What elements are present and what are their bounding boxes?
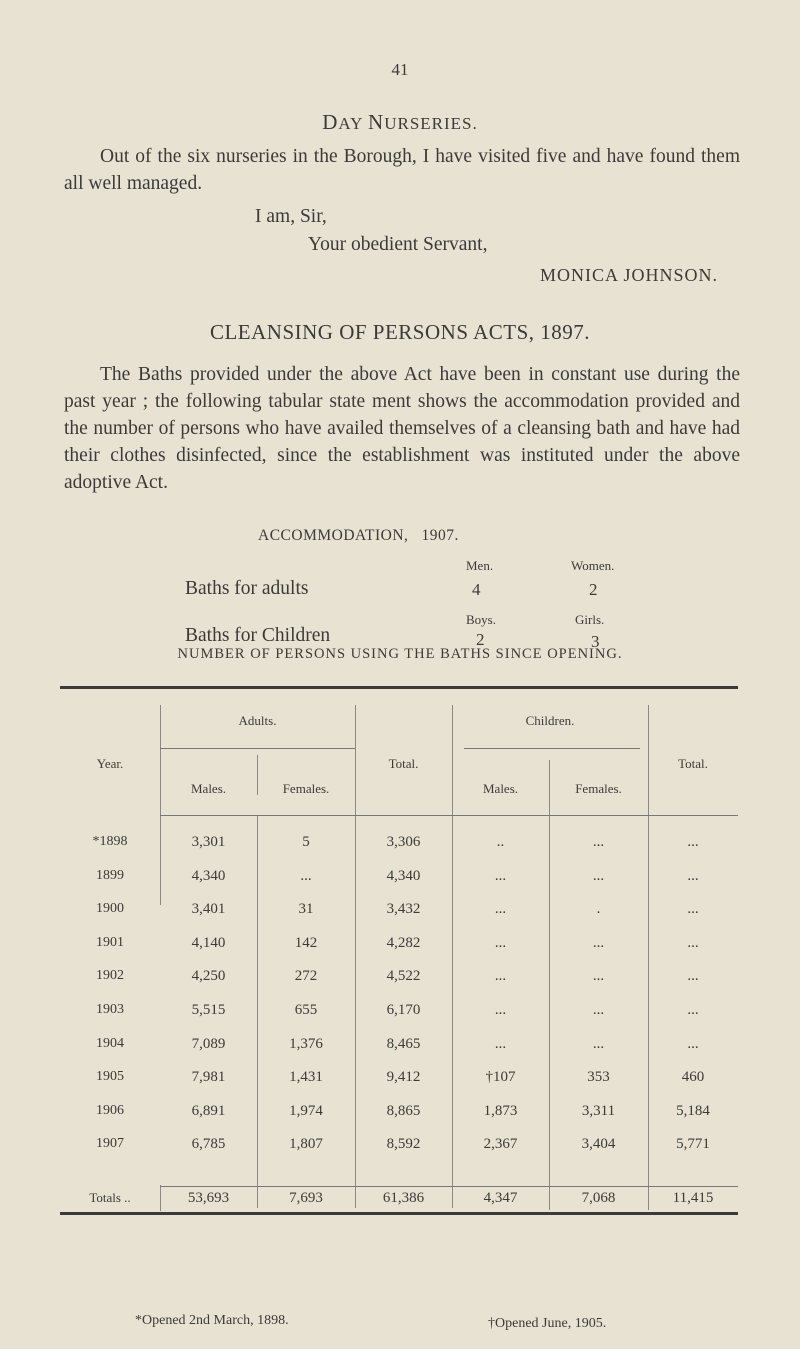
col-child-total-header: Total. [678,756,708,771]
cell-child-total: 460 [681,1069,705,1085]
cell-child-total: ... [687,834,699,850]
cell-child-males: ... [494,1002,507,1018]
col-adult-females-header: Females. [282,781,330,796]
cell-adult-males: 3,301 [191,834,226,850]
col-child-females-header: Females. [575,781,622,796]
cell-adult-total: 4,282 [386,935,421,951]
table-top-rule [60,686,738,689]
header-bottom-rule [160,815,738,816]
women-header: Women. [571,558,615,573]
boys-header: Boys. [466,612,496,627]
closing-servant: Your obedient Servant, [308,234,488,255]
baths-adults-label: Baths for adults [185,578,309,599]
cell-child-total: ... [687,901,699,917]
cell-year: 1904 [96,1036,124,1051]
cell-adult-total: 4,340 [386,868,421,884]
cell-year: 1903 [96,1002,124,1017]
cell-adult-females: 142 [294,935,318,951]
total-adults: 61,386 [382,1190,425,1206]
baths-women-value: 2 [589,580,598,599]
total-adult-males: 53,693 [187,1190,230,1206]
cell-adult-total: 8,865 [386,1103,421,1119]
act-title: CLEANSING OF PERSONS ACTS, 1897. [209,320,591,344]
cell-year: *1898 [92,834,128,849]
cell-adult-total: 6,170 [386,1002,421,1018]
total-children: 11,415 [672,1190,714,1206]
cell-year: 1900 [96,901,124,916]
col-adult-total-header: Total. [388,756,419,771]
totals-rule [160,1186,738,1187]
adults-header-rule [160,748,355,749]
cell-child-total: 5,771 [676,1136,710,1152]
cell-child-males: ... [494,868,507,884]
cell-child-males: 2,367 [483,1136,518,1152]
cell-child-males: ... [494,935,507,951]
cell-year: 1907 [96,1136,124,1151]
cell-adult-total: 3,306 [386,834,421,850]
cell-adult-males: 6,891 [191,1103,226,1119]
table-bottom-rule [60,1212,738,1215]
table-divider [355,705,356,1208]
cell-child-males: ... [494,901,507,917]
cell-child-females: 353 [587,1069,610,1085]
cell-child-females: ... [592,1002,605,1018]
cell-child-females: 3,404 [581,1136,616,1152]
cell-adult-females: ... [300,868,312,884]
col-adults-header: Adults. [238,713,277,728]
cell-adult-females: 1,807 [289,1136,323,1152]
cell-child-total: ... [687,868,699,884]
col-adult-males-header: Males. [190,781,227,796]
cell-adult-males: 7,089 [191,1036,226,1052]
cell-adult-females: 272 [294,968,318,984]
cell-adult-males: 7,981 [191,1069,226,1085]
footnote-opened-1905: †Opened June, 1905. [488,1316,607,1331]
cell-year: 1902 [96,968,124,983]
cell-adult-males: 6,785 [191,1136,226,1152]
cell-adult-males: 5,515 [191,1002,226,1018]
cell-child-males: .. [496,834,505,850]
cell-adult-total: 9,412 [386,1069,421,1085]
cell-adult-total: 8,592 [386,1136,421,1152]
cell-child-males: ... [494,968,507,984]
total-adult-females: 7,693 [289,1190,323,1206]
cell-child-total: ... [687,968,699,984]
cell-child-females: . [596,901,601,917]
accommodation-title: ACCOMMODATION, 1907. [258,527,459,544]
cell-adult-males: 4,140 [191,935,226,951]
baths-men-value: 4 [472,580,481,599]
table-title: NUMBER OF PERSONS USING THE BATHS SINCE OPENING. [177,646,623,662]
cell-child-females: ... [592,935,605,951]
baths-children-label: Baths for Children [185,625,331,646]
totals-label: Totals .. [89,1190,131,1205]
cell-child-males: ... [494,1036,507,1052]
cell-adult-males: 4,340 [191,868,226,884]
signature: MONICA JOHNSON. [539,265,718,285]
act-paragraph: The Baths provided under the above Act have been in constant use during the past year ; the following tabular state ment shows the accommodation provided and the number of persons who have availed themselves of a cleansing bath and have had their clothes disinfected, since the establishment was instituted under the above adoptive Act. [64,364,740,493]
girls-header: Girls. [575,612,605,627]
cell-child-males: †107 [485,1069,516,1085]
cell-adult-females: 655 [294,1002,318,1018]
total-child-males: 4,347 [483,1190,518,1206]
cell-adult-females: 5 [302,834,310,850]
cell-child-total: ... [687,935,699,951]
cell-year: 1901 [96,935,124,950]
table-divider [648,705,649,1210]
men-header: Men. [466,558,494,573]
cell-child-females: ... [592,1036,605,1052]
baths-girls-value: 3 [591,632,600,651]
cell-child-females: ... [592,834,605,850]
baths-boys-value: 2 [476,630,485,649]
cell-adult-females: 31 [298,901,314,917]
cell-adult-males: 3,401 [191,901,226,917]
cell-child-females: 3,311 [581,1103,616,1119]
cell-child-females: ... [592,968,605,984]
day-nurseries-title: DAY NURSERIES. [322,110,478,134]
cell-adult-females: 1,974 [289,1103,323,1119]
cell-year: 1905 [96,1069,124,1084]
col-children-header: Children. [525,713,575,728]
children-header-rule [464,748,640,749]
cell-adult-females: 1,431 [289,1069,323,1085]
cell-child-total: ... [687,1036,699,1052]
cell-adult-total: 8,465 [386,1036,421,1052]
total-child-females: 7,068 [581,1190,616,1206]
cell-adult-total: 3,432 [386,901,421,917]
footnote-opened-1898: *Opened 2nd March, 1898. [135,1313,289,1328]
cell-adult-total: 4,522 [386,968,421,984]
cell-child-females: ... [592,868,605,884]
cell-adult-females: 1,376 [289,1036,323,1052]
cell-child-total: ... [687,1002,699,1018]
cell-child-total: 5,184 [676,1103,710,1119]
closing-salutation: I am, Sir, [255,206,327,227]
cell-year: 1899 [96,868,124,883]
col-year-header: Year. [96,756,124,771]
day-nurseries-paragraph: Out of the six nurseries in the Borough, I have visited five and have found them all well managed. [64,146,740,194]
page-number: 41 [391,60,409,79]
cell-year: 1906 [96,1103,124,1118]
cell-child-males: 1,873 [483,1103,518,1119]
cell-adult-males: 4,250 [191,968,226,984]
col-child-males-header: Males. [482,781,519,796]
